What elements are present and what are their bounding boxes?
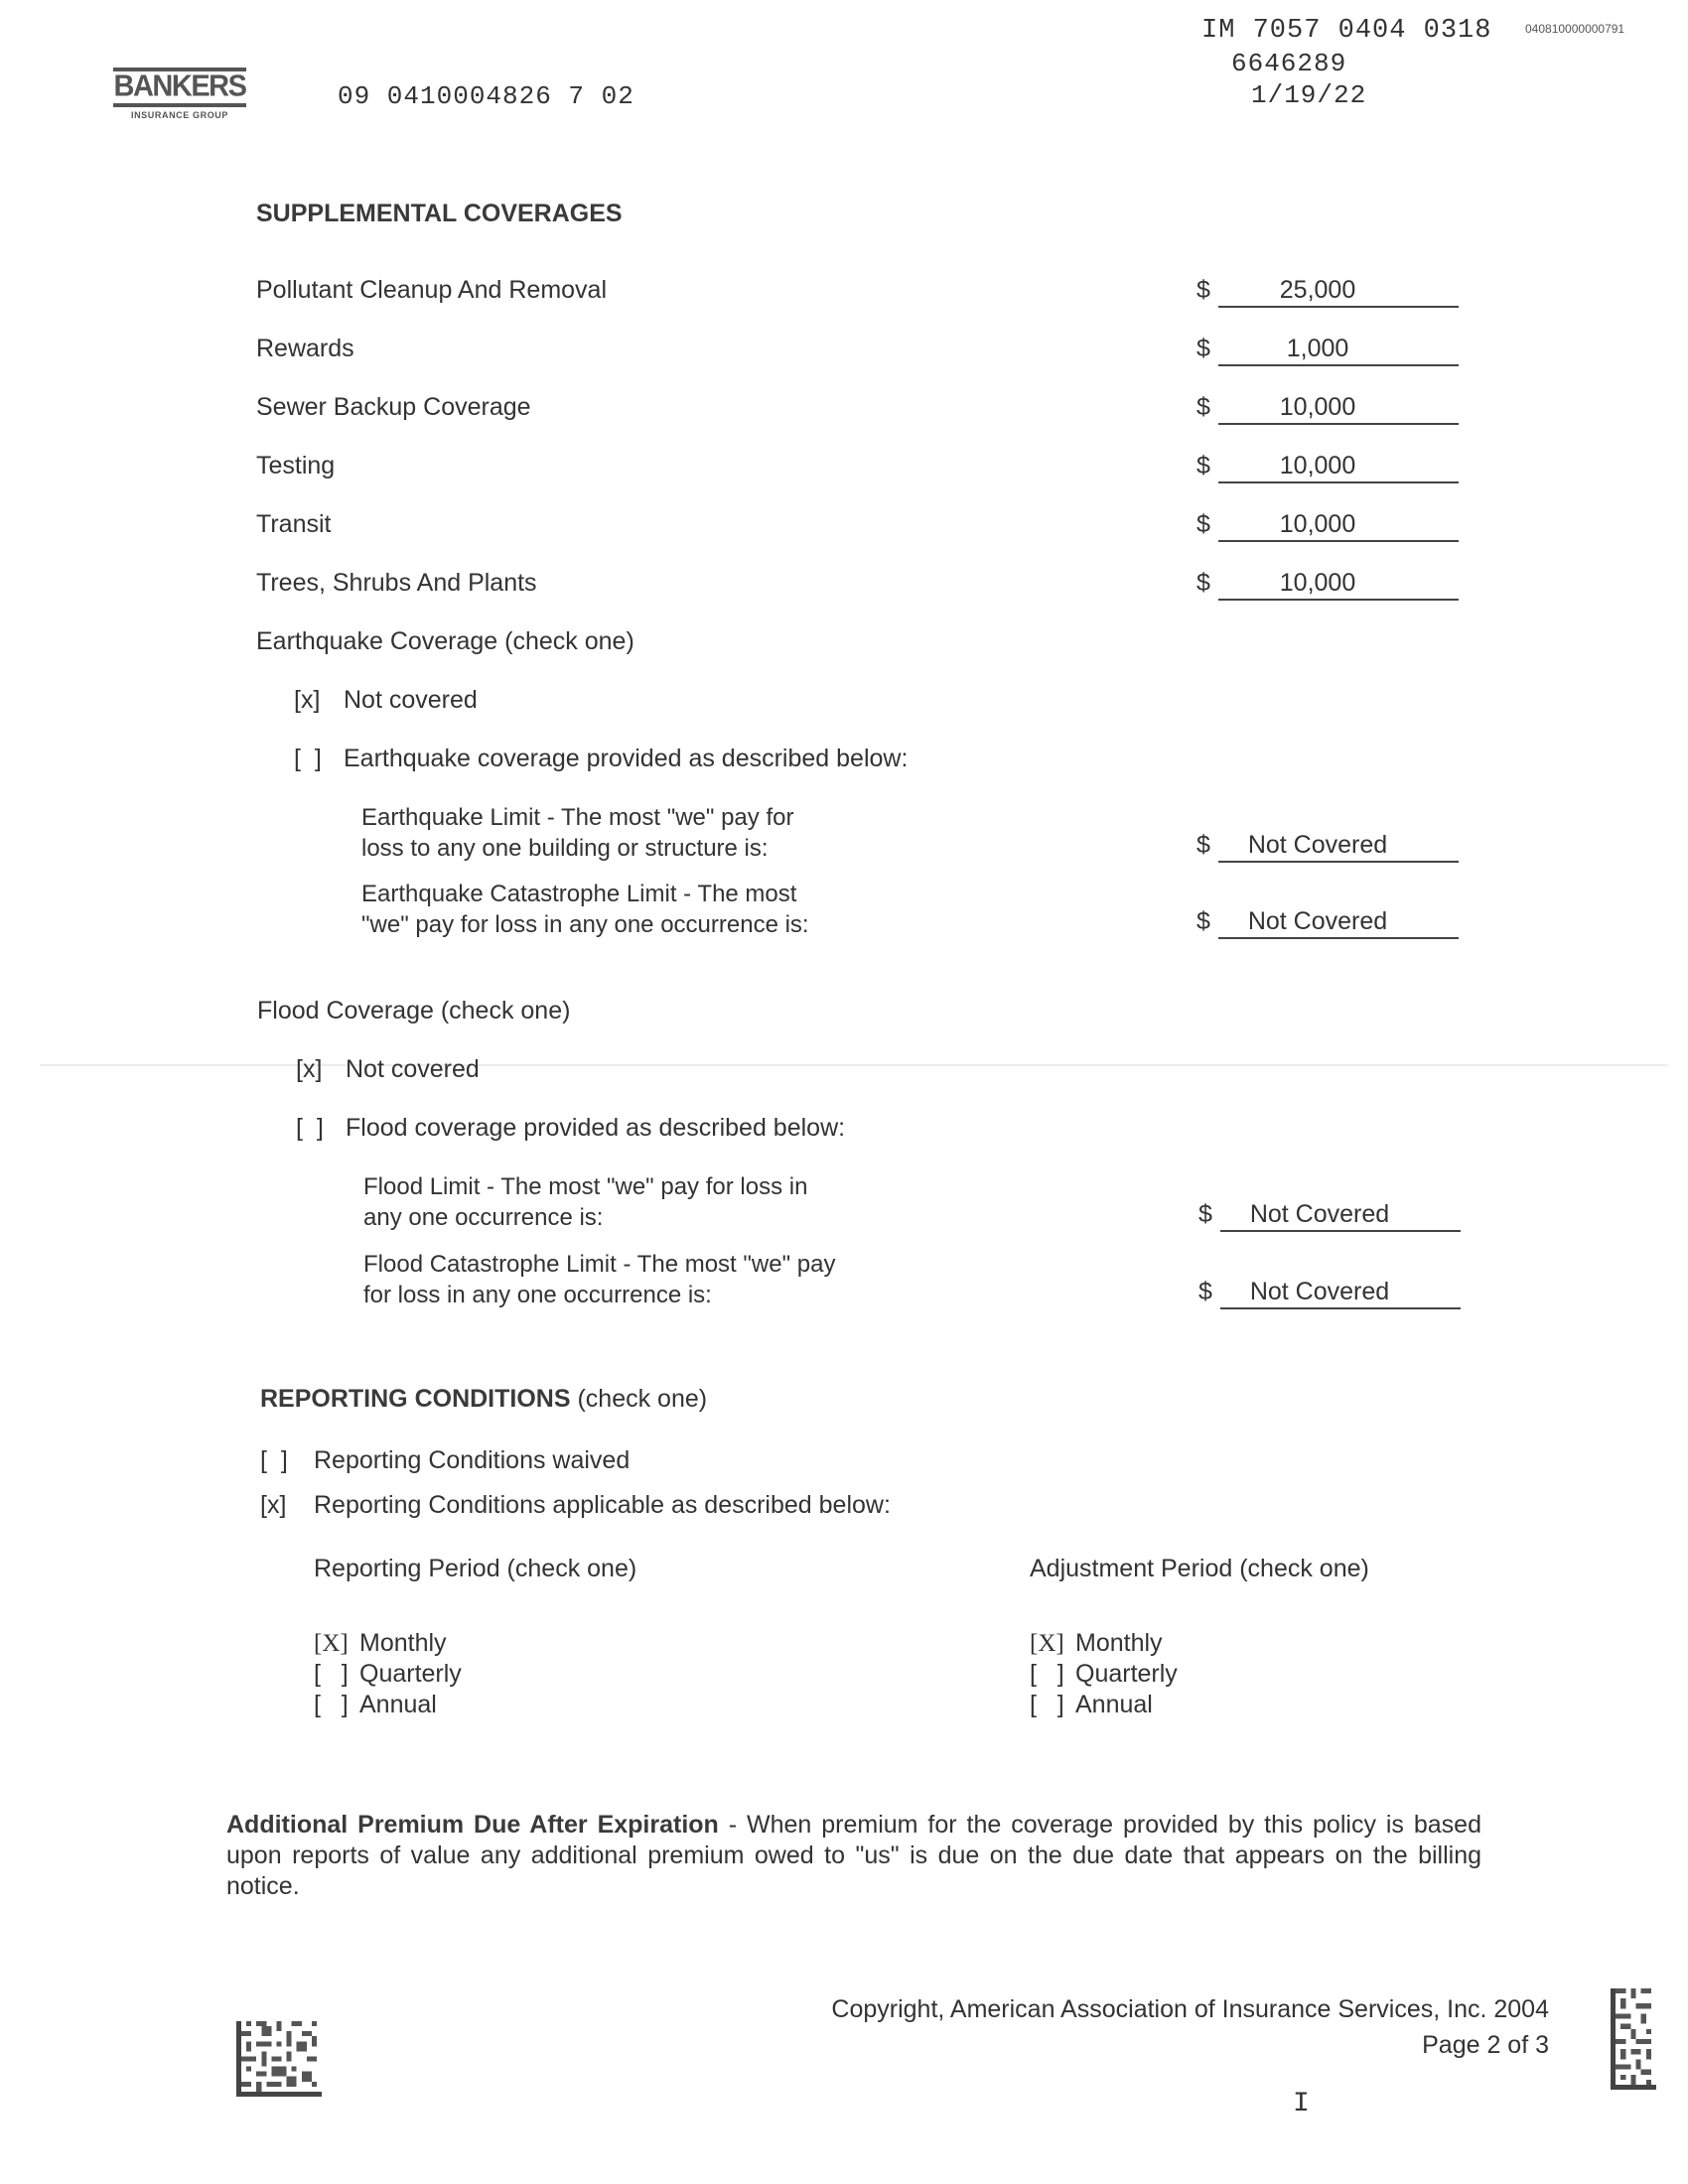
checkbox-checked[interactable]: [x] xyxy=(296,1055,323,1083)
description-line: for loss in any one occurrence is: xyxy=(363,1282,712,1308)
checkbox-checked[interactable]: [X] xyxy=(314,1630,349,1657)
amount-underline xyxy=(1220,1307,1461,1309)
dollar-sign: $ xyxy=(1196,907,1210,935)
earthquake-limit-description xyxy=(361,802,793,864)
adjustment-period-option-monthly[interactable] xyxy=(1030,1628,1178,1659)
reporting-period-option-quarterly[interactable] xyxy=(314,1659,462,1690)
description-line: loss to any one building or structure is: xyxy=(361,835,769,862)
description-line: Earthquake Limit - The most "we" pay for xyxy=(361,804,794,831)
checkbox-checked[interactable]: [x] xyxy=(294,686,321,714)
reporting-option-waived[interactable] xyxy=(260,1446,630,1475)
reference-number: 6646289 xyxy=(1231,49,1347,78)
document-date: 1/19/22 xyxy=(1251,80,1367,110)
checkbox-checked[interactable]: [x] xyxy=(260,1491,287,1519)
checkbox-unchecked[interactable]: [ ] xyxy=(1030,1691,1064,1718)
flood-limit-amount xyxy=(1198,1200,1457,1234)
amount-value: 10,000 xyxy=(1279,510,1356,538)
flood-catastrophe-limit-amount xyxy=(1198,1278,1457,1311)
option-label: Monthly xyxy=(359,1629,447,1657)
amount-underline xyxy=(1218,861,1459,863)
amount-value: Not Covered xyxy=(1247,831,1388,859)
dollar-sign: $ xyxy=(1198,1278,1212,1305)
amount-underline xyxy=(1218,599,1459,601)
option-label: Earthquake coverage provided as described below: xyxy=(344,745,909,772)
amount-value: 1,000 xyxy=(1286,335,1349,362)
amount-underline xyxy=(1218,423,1459,425)
coverage-amount xyxy=(1196,276,1455,310)
section-title-supplemental-coverages: SUPPLEMENTAL COVERAGES xyxy=(256,200,623,227)
amount-value: 10,000 xyxy=(1279,393,1356,421)
checkbox-unchecked[interactable]: [ ] xyxy=(294,745,322,772)
form-code: IM 7057 0404 0318 xyxy=(1201,16,1492,46)
earthquake-option-provided[interactable] xyxy=(294,745,908,773)
page-mark: I xyxy=(1293,2089,1310,2119)
amount-underline xyxy=(1218,481,1459,483)
coverage-label: Testing xyxy=(256,452,336,479)
coverage-label: Rewards xyxy=(256,335,354,362)
section-title-suffix: (check one) xyxy=(577,1385,708,1413)
additional-premium-paragraph xyxy=(226,1810,1481,1902)
option-label: Monthly xyxy=(1075,1629,1163,1657)
dollar-sign: $ xyxy=(1196,393,1210,421)
description-line: Flood Limit - The most "we" pay for loss in xyxy=(363,1173,808,1200)
adjustment-period-title: Adjustment Period (check one) xyxy=(1030,1555,1369,1582)
coverage-amount xyxy=(1196,510,1455,544)
coverage-label: Pollutant Cleanup And Removal xyxy=(256,276,608,304)
earthquake-limit-amount xyxy=(1196,831,1455,865)
amount-value: 10,000 xyxy=(1279,569,1356,597)
reporting-period-option-annual[interactable] xyxy=(314,1690,462,1720)
dollar-sign: $ xyxy=(1196,276,1210,304)
coverage-amount xyxy=(1196,335,1455,368)
option-label: Quarterly xyxy=(1075,1660,1178,1688)
option-label: Annual xyxy=(359,1691,437,1718)
dollar-sign: $ xyxy=(1196,335,1210,362)
earthquake-option-not-covered[interactable] xyxy=(294,686,478,715)
reporting-option-applicable[interactable] xyxy=(260,1491,891,1520)
dollar-sign: $ xyxy=(1196,510,1210,538)
document-id: 040810000000791 xyxy=(1525,22,1625,36)
description-line: any one occurrence is: xyxy=(363,1204,604,1231)
coverage-amount xyxy=(1196,393,1455,427)
adjustment-period-options xyxy=(1030,1628,1178,1720)
bankers-insurance-group-logo xyxy=(113,68,246,125)
dollar-sign: $ xyxy=(1196,452,1210,479)
option-label: Reporting Conditions waived xyxy=(314,1446,631,1474)
checkbox-unchecked[interactable]: [ ] xyxy=(314,1660,349,1688)
coverage-amount xyxy=(1196,452,1455,485)
flood-option-provided[interactable] xyxy=(296,1114,845,1143)
coverage-label: Trees, Shrubs And Plants xyxy=(256,569,537,597)
section-title-reporting-conditions: REPORTING CONDITIONS xyxy=(260,1385,571,1413)
option-label: Annual xyxy=(1075,1691,1153,1718)
dollar-sign: $ xyxy=(1196,831,1210,859)
adjustment-period-option-quarterly[interactable] xyxy=(1030,1659,1178,1690)
coverage-label: Transit xyxy=(256,510,332,538)
checkbox-checked[interactable]: [X] xyxy=(1030,1630,1064,1657)
amount-underline xyxy=(1218,540,1459,542)
earthquake-catastrophe-limit-description xyxy=(361,879,809,940)
amount-underline xyxy=(1220,1230,1461,1232)
logo-brand: BANKERS xyxy=(113,69,246,103)
option-label: Quarterly xyxy=(359,1660,462,1688)
checkbox-unchecked[interactable]: [ ] xyxy=(296,1114,324,1142)
policy-number: 09 0410004826 7 02 xyxy=(338,81,634,111)
description-line: Earthquake Catastrophe Limit - The most xyxy=(361,881,797,907)
datamatrix-barcode-right-icon xyxy=(1611,1987,1656,2091)
amount-underline xyxy=(1218,937,1459,939)
coverage-amount xyxy=(1196,569,1455,603)
datamatrix-barcode-left-icon xyxy=(236,2021,322,2097)
flood-coverage-title: Flood Coverage (check one) xyxy=(257,997,571,1024)
copyright-notice: Copyright, American Association of Insurance Services, Inc. 2004 xyxy=(831,1995,1549,2023)
amount-value: 10,000 xyxy=(1279,452,1356,479)
logo-subtitle: INSURANCE GROUP xyxy=(130,110,228,120)
additional-premium-heading: Additional Premium Due After Expiration xyxy=(226,1811,719,1839)
coverage-label: Sewer Backup Coverage xyxy=(256,393,531,421)
amount-underline xyxy=(1218,364,1459,366)
reporting-period-options xyxy=(314,1628,462,1720)
additional-premium-text: - When premium for the coverage provided by this policy is based upon reports of value any additional premium owed to "us" is due on the due date that appears on the billing notice. xyxy=(226,1811,1481,1900)
page-number: Page 2 of 3 xyxy=(1422,2031,1549,2059)
reporting-period-option-monthly[interactable] xyxy=(314,1628,462,1659)
option-label: Not covered xyxy=(346,1055,480,1083)
reporting-period-title: Reporting Period (check one) xyxy=(314,1555,637,1582)
description-line: Flood Catastrophe Limit - The most "we" pay xyxy=(363,1251,836,1278)
description-line: "we" pay for loss in any one occurrence is: xyxy=(361,911,809,938)
amount-value: Not Covered xyxy=(1247,907,1388,935)
logo-bottom-bar xyxy=(113,103,246,107)
reporting-conditions-heading xyxy=(260,1385,707,1414)
option-label: Not covered xyxy=(344,686,478,714)
flood-limit-description xyxy=(363,1171,807,1233)
option-label: Flood coverage provided as described below: xyxy=(346,1114,846,1142)
scan-artifact-line xyxy=(40,1064,1668,1066)
amount-value: 25,000 xyxy=(1279,276,1356,304)
flood-option-not-covered[interactable] xyxy=(296,1055,480,1084)
option-label: Reporting Conditions applicable as described below: xyxy=(314,1491,891,1519)
earthquake-coverage-title: Earthquake Coverage (check one) xyxy=(256,627,634,655)
checkbox-unchecked[interactable]: [ ] xyxy=(314,1691,349,1718)
amount-underline xyxy=(1218,306,1459,308)
amount-value: Not Covered xyxy=(1249,1278,1390,1305)
flood-catastrophe-limit-description xyxy=(363,1249,835,1310)
checkbox-unchecked[interactable]: [ ] xyxy=(1030,1660,1064,1688)
amount-value: Not Covered xyxy=(1249,1200,1390,1228)
dollar-sign: $ xyxy=(1196,569,1210,597)
earthquake-catastrophe-limit-amount xyxy=(1196,907,1455,941)
dollar-sign: $ xyxy=(1198,1200,1212,1228)
checkbox-unchecked[interactable]: [ ] xyxy=(260,1446,288,1474)
adjustment-period-option-annual[interactable] xyxy=(1030,1690,1178,1720)
